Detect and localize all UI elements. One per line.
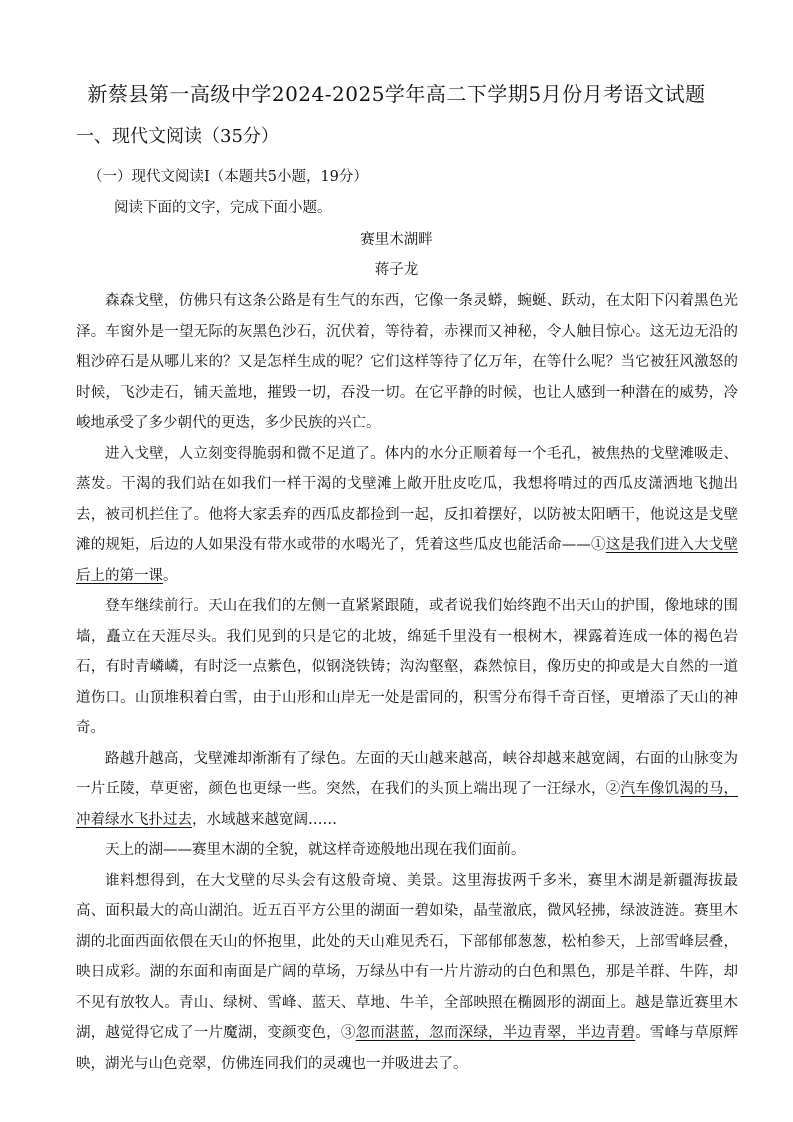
paragraph-2-text-b: 。 bbox=[163, 567, 178, 584]
section-heading: 一、现代文阅读（35分） bbox=[76, 126, 279, 147]
paragraph-4-text-b: ，水域越来越宽阔…… bbox=[192, 811, 337, 828]
paragraph-2 bbox=[76, 439, 738, 592]
paragraph-4 bbox=[76, 744, 738, 836]
paragraph-3: 登车继续前行。天山在我们的左侧一直紧紧跟随，或者说我们始终跑不出天山的护围，像地球的围墙，矗立在天涯尽头。我们见到的只是它的北坡，绵延千里没有一根树木，裸露着连成一体的褐色岩石，有时青嶙嶙，有时泛一点紫色，似钢浇铁铸；沟沟壑壑，森然惊目，像历史的抑或是大自然的一道道伤口。山顶堆积着白雪，由于山形和山岸无一处是雷同的，积雪分布得千奇百怪，更增添了天山的神奇。 bbox=[76, 598, 738, 736]
article-author: 蒋子龙 bbox=[374, 262, 419, 278]
article-title: 赛里木湖畔 bbox=[360, 232, 433, 248]
paragraph-6 bbox=[76, 866, 738, 1080]
article-body bbox=[76, 286, 738, 1079]
exam-title: 新蔡县第一高级中学2024-2025学年高二下学期5月份月考语文试题 bbox=[87, 82, 706, 106]
paragraph-4-text-a: 路越升越高，戈壁滩却渐渐有了绿色。左面的天山越来越高，峡谷却越来越宽阔，右面的山脉变为一片丘陵，草更密，颜色也更绿一些。突然，在我们的头顶上端出现了一汪绿水，② bbox=[76, 750, 738, 797]
reading-instruction: 阅读下面的文字，完成下面小题。 bbox=[114, 200, 332, 216]
underlined-sentence-2: 汽车像饥渴的马，冲着绿水飞扑过去 bbox=[76, 781, 739, 828]
paragraph-5: 天上的湖——赛里木湖的全貌，就这样奇迹般地出现在我们面前。 bbox=[105, 842, 526, 858]
paragraph-1: 森森戈壁，仿佛只有这条公路是有生气的东西，它像一条灵蟒，蜿蜒、跃动，在太阳下闪着黑色光泽。车窗外是一望无际的灰黑色沙石，沉伏着，等待着，赤裸而又神秘，令人触目惊心。这无边无沿的粗沙碎石是从哪儿来的？又是怎样生成的呢？它们这样等待了亿万年，在等什么呢？当它被狂风激怒的时候，飞沙走石，铺天盖地，摧毁一切，吞没一切。在它平静的时候，也让人感到一种潜在的威势，冷峻地承受了多少朝代的更迭，多少民族的兴亡。 bbox=[76, 293, 738, 431]
subsection-heading: （一）现代文阅读I（本题共5小题，19分） bbox=[88, 169, 368, 185]
underlined-sentence-1: 这是我们进入大戈壁后上的第一课 bbox=[76, 537, 739, 584]
underlined-sentence-3: 忽而湛蓝，忽而深绿，半边青翠，半边青碧 bbox=[355, 1025, 636, 1041]
paragraph-2-text-a: 进入戈壁，人立刻变得脆弱和微不足道了。体内的水分正顺着每一个毛孔，被焦热的戈壁滩吸走、蒸发。干渴的我们站在如我们一样干渴的戈壁滩上敞开肚皮吃瓜，我想将啃过的西瓜皮潇洒地飞抛出去，被司机拦住了。他将大家丢弃的西瓜皮都捡到一起，反扣着摆好，以防被太阳晒干，他说这是戈壁滩的规矩，后边的人如果没有带水或带的水喝光了，凭着这些瓜皮也能活命——① bbox=[76, 445, 738, 553]
paragraph-6-text-b: 。雪峰与草原辉映，湖光与山色竞翠，仿佛连同我们的灵魂也一并吸进去了。 bbox=[76, 1025, 739, 1072]
paragraph-6-text-a: 谁料想得到，在大戈壁的尽头会有这般奇境、美景。这里海拔两千多米，赛里木湖是新疆海拔最高、面积最大的高山湖泊。近五百平方公里的湖面一碧如染，晶莹澈底，微风轻拂，绿波涟涟。赛里木湖的北面西面依偎在天山的怀抱里，此处的天山难见秃石，下部郁郁葱葱，松柏参天，上部雪峰层叠，映日成彩。湖的东面和南面是广阔的草场，万绿丛中有一片片游动的白色和黑色，那是羊群、牛阵，却不见有放牧人。青山、绿树、雪峰、蓝天、草地、牛羊，全部映照在椭圆形的湖面上。越是靠近赛里木湖，越觉得它成了一片魔湖，变颜变色，③ bbox=[76, 872, 738, 1041]
